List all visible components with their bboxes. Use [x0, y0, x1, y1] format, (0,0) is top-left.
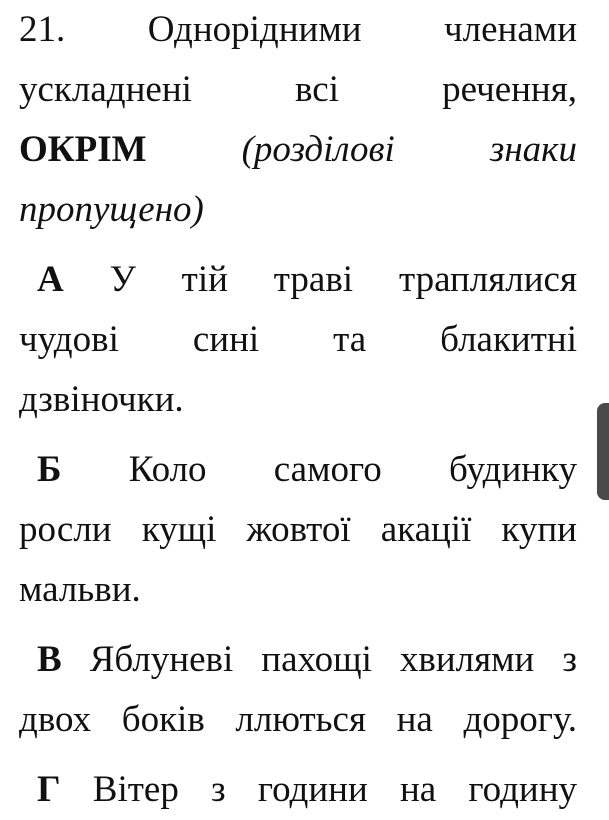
option-b-letter: Б: [37, 449, 62, 490]
option-c-line-1: В Яблуневі пахощі хвилями з: [37, 639, 577, 680]
except-word: ОКРІМ: [19, 129, 147, 170]
option-a-letter: А: [37, 259, 64, 300]
question-line-1: 21. Однорідними членами: [19, 9, 577, 50]
option-a-line-2: чудові сині та блакитні: [19, 319, 577, 360]
question-line-3: [19, 120, 577, 180]
punctuation-note: (розділові знаки: [241, 129, 577, 170]
option-d-letter: Г: [37, 769, 61, 810]
question-line-4: пропущено): [19, 189, 204, 230]
option-d-line-1: Г Вітер з години на годину: [37, 769, 578, 810]
scroll-handle[interactable]: [597, 403, 609, 500]
option-c-line-2: двох боків ллються на дорогу.: [19, 699, 577, 740]
option-b-line-2: росли кущі жовтої акації купи: [19, 509, 577, 550]
option-a-line-1: А У тій траві траплялися: [37, 259, 577, 300]
option-c-letter: В: [37, 639, 62, 680]
question-text-block: [19, 0, 577, 820]
option-b-line-1: Б Коло самого будинку: [37, 449, 577, 490]
option-b-line-3: мальви.: [19, 569, 141, 610]
option-a-line-3: дзвіночки.: [19, 379, 184, 420]
question-number: 21.: [19, 9, 66, 50]
question-line-2: ускладнені всі речення,: [19, 69, 577, 110]
